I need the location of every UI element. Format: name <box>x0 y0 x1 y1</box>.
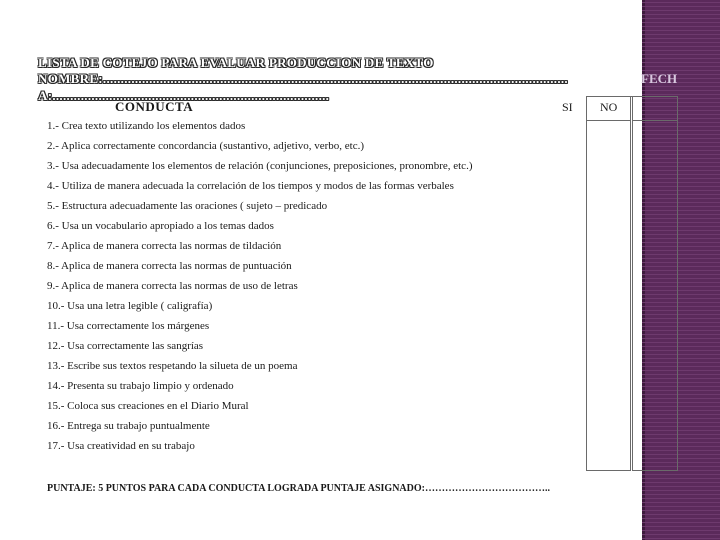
sidebar-stripe <box>642 494 720 495</box>
checklist-item: 5.- Estructura adecuadamente las oraciones ( sujeto – predicado <box>47 200 328 212</box>
sidebar-stripe <box>642 54 720 55</box>
checklist-grid <box>586 96 678 471</box>
grid-line <box>677 96 678 471</box>
grid-line <box>632 96 633 471</box>
sidebar-stripe <box>642 46 720 47</box>
date-label: FECH <box>641 71 678 86</box>
checklist-item: 16.- Entrega su trabajo puntualmente <box>47 420 210 432</box>
sidebar-stripe <box>642 30 720 31</box>
checklist-item: 2.- Aplica correctamente concordancia (sustantivo, adjetivo, verbo, etc.) <box>47 140 365 152</box>
grid-line <box>630 96 631 471</box>
checklist-item: 7.- Aplica de manera correcta las normas de tildación <box>47 240 282 252</box>
checklist-item: 13.- Escribe sus textos respetando la silueta de un poema <box>47 360 298 372</box>
sidebar-stripe <box>642 94 720 95</box>
grid-line <box>586 470 630 471</box>
sidebar-stripe <box>642 478 720 479</box>
sidebar-stripe <box>642 486 720 487</box>
sidebar-stripe <box>642 502 720 503</box>
sidebar-stripe <box>642 530 720 531</box>
sidebar-stripe <box>642 6 720 7</box>
sidebar-stripe <box>642 490 720 491</box>
grid-line <box>586 120 630 121</box>
sidebar-stripe <box>642 18 720 19</box>
sidebar-stripe <box>642 534 720 535</box>
sidebar-stripe <box>642 2 720 3</box>
sidebar-stripe <box>642 482 720 483</box>
grid-line <box>586 96 678 97</box>
sidebar-stripe <box>642 50 720 51</box>
checklist-item: 17.- Usa creatividad en su trabajo <box>47 440 195 452</box>
sidebar-stripe <box>642 510 720 511</box>
checklist-item: 6.- Usa un vocabulario apropiado a los temas dados <box>47 220 274 232</box>
sidebar-stripe <box>642 26 720 27</box>
sidebar-stripe <box>642 10 720 11</box>
sidebar-stripe <box>642 22 720 23</box>
checklist-item: 15.- Coloca sus creaciones en el Diario Mural <box>47 400 249 412</box>
checklist-item: 9.- Aplica de manera correcta las normas de uso de letras <box>47 280 298 292</box>
sidebar-stripe <box>642 90 720 91</box>
grade-line: A:.............................................................................. <box>38 88 330 103</box>
grid-line <box>632 120 678 121</box>
sidebar-stripe <box>642 34 720 35</box>
checklist-item: 4.- Utiliza de manera adecuada la correlación de los tiempos y modos de las formas verbales <box>47 180 454 192</box>
sidebar-stripe <box>642 474 720 475</box>
sidebar-stripe <box>642 58 720 59</box>
checklist-item: 3.- Usa adecuadamente los elementos de relación (conjunciones, preposiciones, pronombre, etc.) <box>47 160 473 172</box>
checklist-item: 8.- Aplica de manera correcta las normas de puntuación <box>47 260 292 272</box>
sidebar-stripe <box>642 498 720 499</box>
sidebar-stripe <box>642 522 720 523</box>
sidebar-stripe <box>642 514 720 515</box>
checklist-item: 10.- Usa una letra legible ( caligrafía) <box>47 300 213 312</box>
column-header-si: SI <box>562 100 573 114</box>
sidebar-stripe <box>642 538 720 539</box>
checklist-item: 1.- Crea texto utilizando los elementos dados <box>47 120 246 132</box>
checklist-item: 12.- Usa correctamente las sangrías <box>47 340 204 352</box>
grid-line <box>586 96 587 471</box>
sidebar-stripe <box>642 62 720 63</box>
sidebar-stripe <box>642 14 720 15</box>
sidebar-stripe <box>642 526 720 527</box>
column-header-no: NO <box>600 100 618 114</box>
column-header-conducta: CONDUCTA <box>115 99 194 114</box>
sidebar-stripe <box>642 38 720 39</box>
sidebar-stripe <box>642 518 720 519</box>
document-title: LISTA DE COTEJO PARA EVALUAR PRODUCCION DE TEXTO <box>38 55 434 70</box>
sidebar-stripe <box>642 42 720 43</box>
grid-line <box>632 470 678 471</box>
name-line: NOMBRE:................................................................................................................................... <box>38 71 568 86</box>
checklist-item: 14.- Presenta su trabajo limpio y ordenado <box>47 380 234 392</box>
score-footer: PUNTAJE: 5 PUNTOS PARA CADA CONDUCTA LOGRADA PUNTAJE ASIGNADO:……………………………….. <box>47 483 550 494</box>
sidebar-stripe <box>642 506 720 507</box>
checklist-item: 11.- Usa correctamente los márgenes <box>47 320 210 332</box>
sidebar-stripe <box>642 66 720 67</box>
